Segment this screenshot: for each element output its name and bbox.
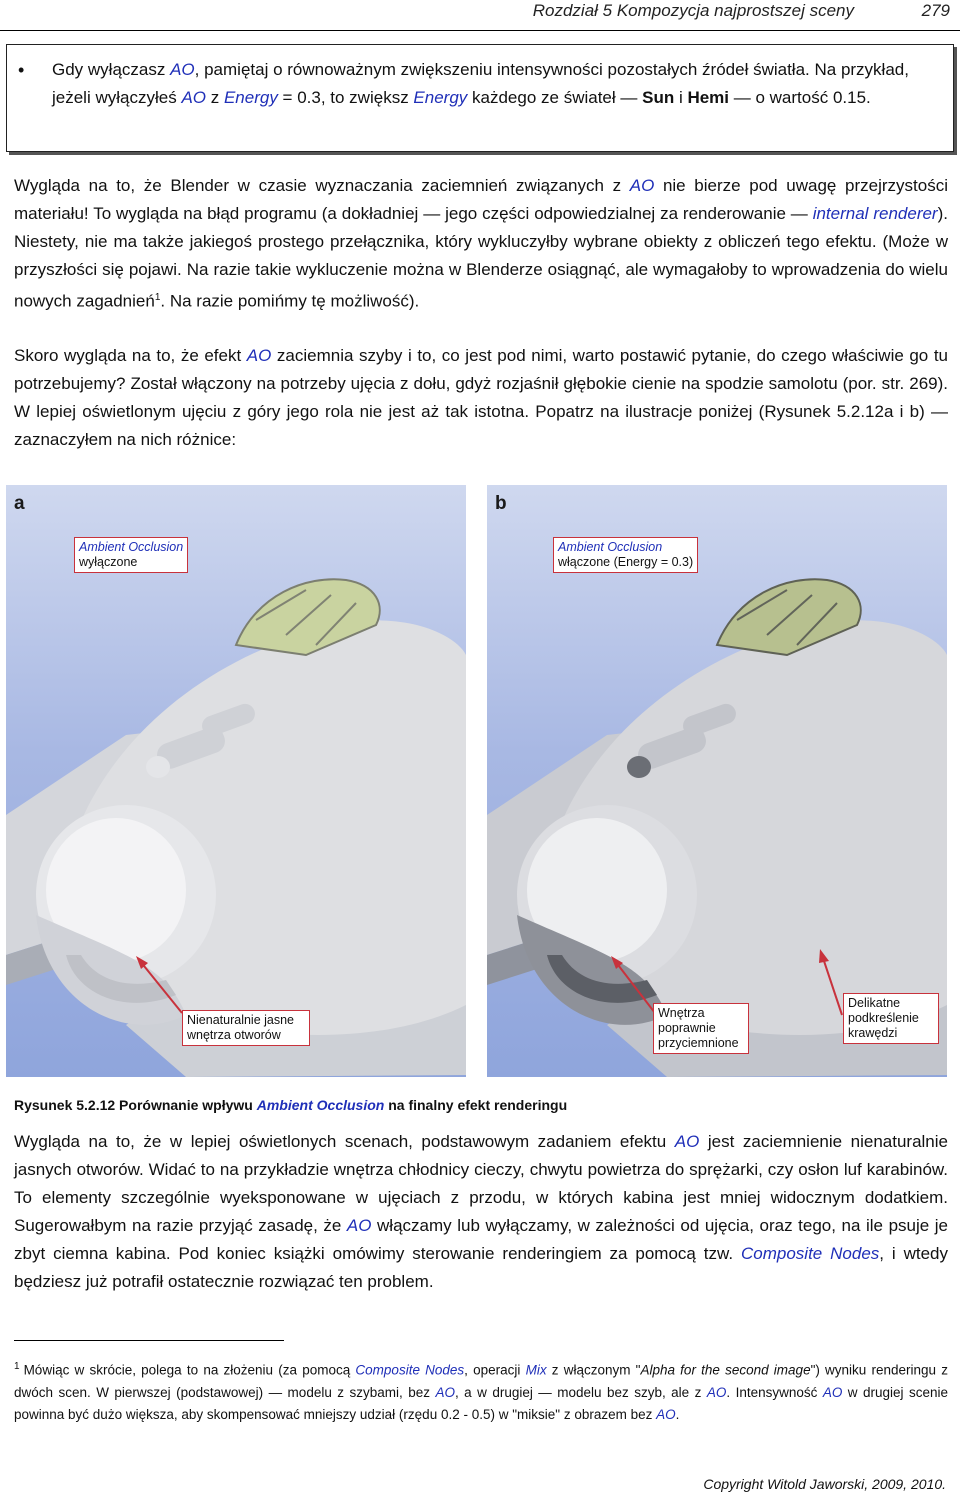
text-run: 1: [154, 292, 161, 303]
term-highlight: AO: [181, 88, 206, 107]
chapter-title: Rozdział 5 Kompozycja najprostszej sceny: [532, 1, 854, 20]
term-highlight: AO: [706, 1384, 727, 1400]
text-run: każdego ze świateł —: [467, 88, 643, 107]
text-run: włączamy lub wyłączamy, w zależności od ujęcia, oraz tego, na ile psuje je zbyt ciemna kabina. Pod koniec książki omówimy sterowanie renderingiem za pomocą tzw.: [14, 1216, 948, 1263]
airplane-render-b: [487, 485, 947, 1077]
text-run: , i wtedy będziesz już potrafił ostatecznie rozwiązać ten problem.: [14, 1244, 949, 1291]
text-run: z: [206, 88, 224, 107]
footnote-rule: [14, 1340, 284, 1341]
text-run: i: [674, 88, 688, 107]
term-highlight: AO: [435, 1384, 455, 1400]
term-highlight: AO: [822, 1384, 843, 1400]
term-highlight: Energy: [413, 88, 468, 107]
term-highlight: AO: [674, 1132, 700, 1151]
text-run: Skoro wygląda na to, że efekt: [14, 346, 247, 365]
text-run: Hemi: [687, 88, 730, 107]
copyright: Copyright Witold Jaworski, 2009, 2010.: [703, 1476, 946, 1492]
text-run: ") wyniku renderingu z dwóch scen. W pierwszej (podstawowej) — modelu z szybami, bez: [14, 1362, 948, 1400]
text-run: zaciemnia szyby i to, co jest pod nimi, warto postawić pytanie, do czego właściwie go tu potrzebujemy? Został włączony na potrzeby ujęcia z dołu, gdyż rozjaśnił głębokie cienie na spodzie samolotu (por. str. 269). W lepiej oświetlonym ujęciu z góry jego rola nie jest aż tak istotna. Popatrz na ilustracje poniżej (Rysunek 5.2.12a i b) — zaznaczyłem na nich różnice:: [14, 346, 948, 449]
term-highlight: AO: [346, 1216, 372, 1235]
text-run: Gdy wyłączasz: [52, 60, 171, 79]
figure-panel-a: [6, 485, 466, 1077]
text-run: — o wartość 0.15.: [729, 88, 871, 107]
bullet-icon: •: [18, 60, 25, 80]
term-highlight: internal renderer: [812, 204, 938, 223]
footnote: [14, 1356, 948, 1426]
text-run: nie bierze pod uwagę przejrzystości materiału! To wygląda na błąd programu (a dokładniej — jego części odpowiedzialnej za renderowanie —: [14, 176, 948, 223]
term-highlight: Ambient Occlusion: [256, 1097, 385, 1113]
panel-a-label: a: [14, 493, 25, 514]
text-run: = 0.3, to zwiększ: [277, 88, 414, 107]
text-run: Wygląda na to, że w lepiej oświetlonych scenach, podstawowym zadaniem efektu: [14, 1132, 675, 1151]
text-run: , a w drugiej — modelu bez szyb, ale z: [454, 1384, 707, 1400]
text-run: ). Niestety, nie ma także jakiegoś prostego przełącznika, który wykluczyłby wybrane obiekty z obliczeń tego efektu. (Może w przyszłości się pojawi. Na razie takie wykluczenie można w Blenderze osiągnąć, ale wymagałoby to wprowadzenia do wielu nowych zagadnień: [14, 204, 948, 311]
text-run: Rysunek 5.2.12 Porównanie wpływu: [14, 1097, 257, 1113]
paragraph-question: [14, 342, 948, 454]
text-run: .: [675, 1406, 680, 1422]
figure-caption: [14, 1097, 567, 1113]
term-highlight: Composite Nodes: [740, 1244, 880, 1263]
term-highlight: AO: [246, 346, 272, 365]
term-highlight: AO: [629, 176, 655, 195]
panel-b-status-tag: Ambient Occlusion włączone (Energy = 0.3): [553, 537, 698, 573]
text-run: w drugiej scenie powinna być dużo większa, aby skompensować mniejszy udział (rzędu 0.2 - 0.5) w "miksie" z obrazem bez: [14, 1384, 948, 1422]
text-run: Wygląda na to, że Blender w czasie wyznaczania zaciemnień związanych z: [14, 176, 630, 195]
term-highlight: Composite Nodes: [355, 1362, 465, 1378]
panel-b-label: b: [495, 493, 507, 514]
page-header: [0, 0, 960, 22]
term-highlight: AO: [170, 60, 195, 79]
text-run: Mówiąc w skrócie, polega to na złożeniu (za pomocą: [23, 1362, 356, 1378]
term-highlight: Mix: [525, 1362, 547, 1378]
term-highlight: AO: [656, 1406, 676, 1422]
airplane-render-a: [6, 485, 466, 1077]
panel-a-status-tag: Ambient Occlusion wyłączone: [74, 537, 188, 573]
text-run: Alpha for the second image: [640, 1362, 811, 1378]
panel-b-callout-interiors: Wnętrza poprawnie przyciemnione: [653, 1003, 749, 1054]
paragraph-transparency: [14, 172, 948, 316]
text-run: , pamiętaj o równoważnym zwiększeniu intensywności pozostałych źródeł światła. Na przykład, jeżeli wyłączyłeś: [52, 60, 909, 107]
text-run: na finalny efekt renderingu: [384, 1097, 568, 1113]
tip-text: [52, 56, 942, 112]
panel-b-callout-edges: Delikatne podkreślenie krawędzi: [843, 993, 939, 1044]
text-run: , operacji: [464, 1362, 526, 1378]
text-run: . Intensywność: [726, 1384, 823, 1400]
page-number: 279: [921, 1, 950, 20]
footnote-text: [14, 1363, 948, 1422]
text-run: Sun: [642, 88, 675, 107]
text-run: z włączonym ": [546, 1362, 641, 1378]
panel-a-callout: Nienaturalnie jasne wnętrza otworów: [182, 1010, 310, 1046]
figure-panel-b: [487, 485, 947, 1077]
paragraph-conclusion: [14, 1128, 948, 1296]
header-rule: [0, 30, 960, 31]
text-run: jest zaciemnienie nienaturalnie jasnych otworów. Widać to na przykładzie wnętrza chłodnicy cieczy, chwytu powietrza do sprężarki, czy osłon luf karabinów. To elementy szczególnie wyeksponowane w ujęciach z przodu, w których kabina jest mniej widocznym dodatkiem. Sugerowałbym na razie przyjąć zasadę, że: [14, 1132, 948, 1235]
footnote-mark: 1: [14, 1361, 20, 1372]
term-highlight: Energy: [223, 88, 278, 107]
text-run: . Na razie pomińmy tę możliwość).: [160, 291, 420, 311]
